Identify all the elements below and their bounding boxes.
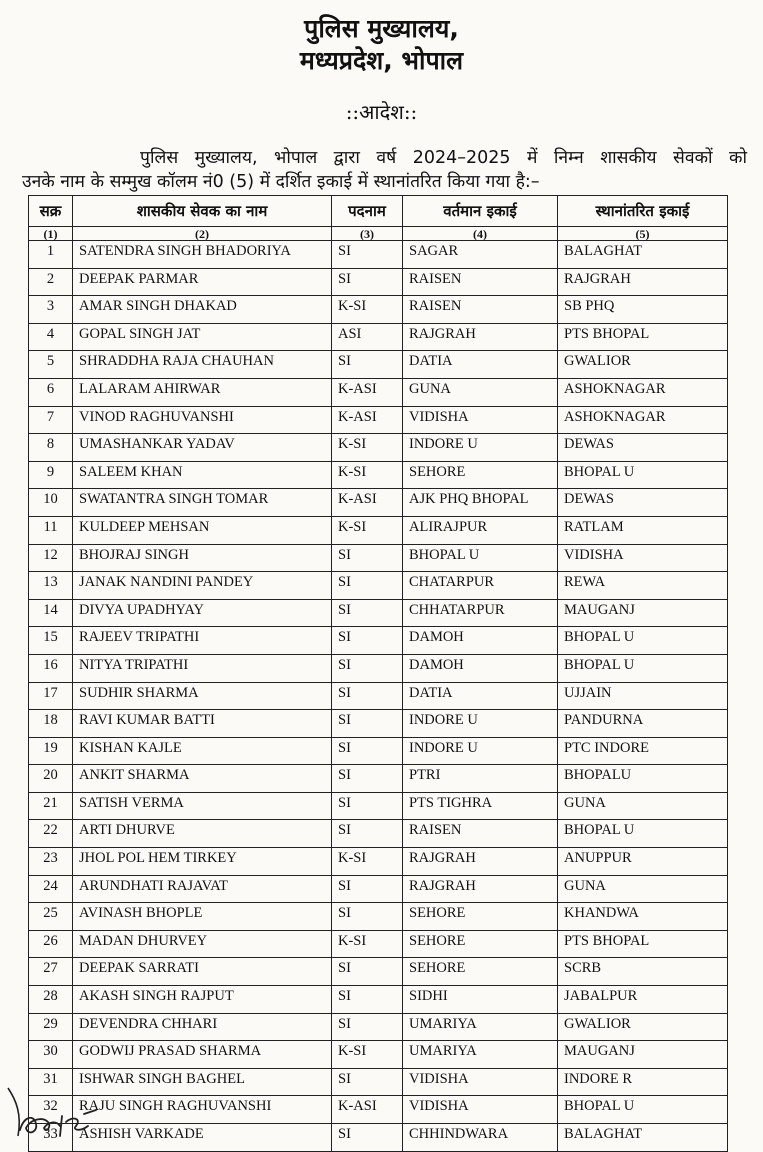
- current-unit-cell: RAISEN: [403, 268, 558, 296]
- name-cell: SALEEM KHAN: [73, 461, 332, 489]
- current-unit-cell: UMARIYA: [403, 1041, 558, 1069]
- designation-cell: SI: [332, 820, 403, 848]
- current-unit-cell: SEHORE: [403, 958, 558, 986]
- serial-cell: 13: [29, 572, 73, 600]
- transferred-unit-cell: GWALIOR: [558, 1013, 728, 1041]
- serial-cell: 14: [29, 599, 73, 627]
- transferred-unit-cell: PTC INDORE: [558, 737, 728, 765]
- designation-cell: SI: [332, 710, 403, 738]
- table-row: [29, 461, 728, 489]
- serial-cell: 16: [29, 654, 73, 682]
- table-row: [29, 599, 728, 627]
- table-row: [29, 627, 728, 655]
- serial-cell: 5: [29, 351, 73, 379]
- name-cell: GOPAL SINGH JAT: [73, 323, 332, 351]
- office-location: मध्यप्रदेश, भोपाल: [299, 46, 464, 75]
- designation-cell: K-SI: [332, 434, 403, 462]
- table-row: [29, 737, 728, 765]
- current-unit-cell: RAJGRAH: [403, 848, 558, 876]
- current-unit-cell: VIDISHA: [403, 1096, 558, 1124]
- table-row: [29, 1068, 728, 1096]
- transferred-unit-cell: BHOPAL U: [558, 654, 728, 682]
- designation-cell: ASI: [332, 323, 403, 351]
- col-number: (5): [558, 227, 728, 241]
- serial-cell: 22: [29, 820, 73, 848]
- table-row: [29, 572, 728, 600]
- table-row: [29, 875, 728, 903]
- designation-cell: SI: [332, 351, 403, 379]
- name-cell: DEVENDRA CHHARI: [73, 1013, 332, 1041]
- transferred-unit-cell: BHOPAL U: [558, 820, 728, 848]
- current-unit-cell: AJK PHQ BHOPAL: [403, 489, 558, 517]
- serial-cell: 23: [29, 848, 73, 876]
- designation-cell: K-ASI: [332, 489, 403, 517]
- intro-line-2: उनके नाम के सम्मुख कॉलम नं0 (5) में दर्शित इकाई में स्थानांतरित किया गया है:–: [22, 172, 540, 192]
- designation-cell: K-SI: [332, 296, 403, 324]
- serial-cell: 27: [29, 958, 73, 986]
- designation-cell: K-SI: [332, 1041, 403, 1069]
- table-row: [29, 406, 728, 434]
- table-row: [29, 516, 728, 544]
- transferred-unit-cell: SB PHQ: [558, 296, 728, 324]
- designation-cell: SI: [332, 682, 403, 710]
- designation-cell: SI: [332, 1124, 403, 1152]
- designation-cell: SI: [332, 737, 403, 765]
- current-unit-cell: CHHATARPUR: [403, 599, 558, 627]
- serial-cell: 9: [29, 461, 73, 489]
- designation-cell: SI: [332, 986, 403, 1014]
- transferred-unit-cell: ASHOKNAGAR: [558, 378, 728, 406]
- name-cell: JHOL POL HEM TIRKEY: [73, 848, 332, 876]
- current-unit-cell: CHATARPUR: [403, 572, 558, 600]
- col-number: (1): [29, 227, 73, 241]
- designation-cell: K-ASI: [332, 406, 403, 434]
- column-number-row: [29, 227, 728, 241]
- transferred-unit-cell: REWA: [558, 572, 728, 600]
- col-header-current-unit: वर्तमान इकाई: [403, 196, 558, 227]
- serial-cell: 10: [29, 489, 73, 517]
- handwritten-signature: [0, 1086, 120, 1139]
- table-row: [29, 323, 728, 351]
- name-cell: DEEPAK SARRATI: [73, 958, 332, 986]
- current-unit-cell: RAJGRAH: [403, 875, 558, 903]
- table-row: [29, 1096, 728, 1124]
- col-number: (4): [403, 227, 558, 241]
- name-cell: NITYA TRIPATHI: [73, 654, 332, 682]
- designation-cell: SI: [332, 572, 403, 600]
- serial-cell: 6: [29, 378, 73, 406]
- transferred-unit-cell: UJJAIN: [558, 682, 728, 710]
- name-cell: RAVI KUMAR BATTI: [73, 710, 332, 738]
- name-cell: ANKIT SHARMA: [73, 765, 332, 793]
- office-title: पुलिस मुख्यालय,: [304, 14, 459, 43]
- designation-cell: K-ASI: [332, 378, 403, 406]
- name-cell: DEEPAK PARMAR: [73, 268, 332, 296]
- transferred-unit-cell: RATLAM: [558, 516, 728, 544]
- transferred-unit-cell: DEWAS: [558, 434, 728, 462]
- transferred-unit-cell: ANUPPUR: [558, 848, 728, 876]
- name-cell: AMAR SINGH DHAKAD: [73, 296, 332, 324]
- name-cell: SUDHIR SHARMA: [73, 682, 332, 710]
- transferred-unit-cell: DEWAS: [558, 489, 728, 517]
- name-cell: AVINASH BHOPLE: [73, 903, 332, 931]
- transferred-unit-cell: SCRB: [558, 958, 728, 986]
- table-row: [29, 930, 728, 958]
- name-cell: AKASH SINGH RAJPUT: [73, 986, 332, 1014]
- designation-cell: SI: [332, 792, 403, 820]
- name-cell: GODWIJ PRASAD SHARMA: [73, 1041, 332, 1069]
- designation-cell: SI: [332, 241, 403, 269]
- transferred-unit-cell: BHOPALU: [558, 765, 728, 793]
- table-row: [29, 351, 728, 379]
- designation-cell: SI: [332, 627, 403, 655]
- serial-cell: 28: [29, 986, 73, 1014]
- serial-cell: 11: [29, 516, 73, 544]
- table-row: [29, 489, 728, 517]
- serial-cell: 32: [29, 1096, 73, 1124]
- current-unit-cell: RAISEN: [403, 820, 558, 848]
- designation-cell: SI: [332, 903, 403, 931]
- designation-cell: SI: [332, 268, 403, 296]
- name-cell: SHRADDHA RAJA CHAUHAN: [73, 351, 332, 379]
- serial-cell: 26: [29, 930, 73, 958]
- current-unit-cell: PTRI: [403, 765, 558, 793]
- name-cell: RAJU SINGH RAGHUVANSHI: [73, 1096, 332, 1124]
- name-cell: MADAN DHURVEY: [73, 930, 332, 958]
- transferred-unit-cell: PTS BHOPAL: [558, 323, 728, 351]
- name-cell: ARTI DHURVE: [73, 820, 332, 848]
- transferred-unit-cell: PANDURNA: [558, 710, 728, 738]
- serial-cell: 30: [29, 1041, 73, 1069]
- table-row: [29, 1041, 728, 1069]
- table-row: [29, 903, 728, 931]
- serial-cell: 7: [29, 406, 73, 434]
- designation-cell: K-SI: [332, 461, 403, 489]
- transferred-unit-cell: MAUGANJ: [558, 599, 728, 627]
- name-cell: SATENDRA SINGH BHADORIYA: [73, 241, 332, 269]
- current-unit-cell: ALIRAJPUR: [403, 516, 558, 544]
- transferred-unit-cell: GUNA: [558, 875, 728, 903]
- serial-cell: 25: [29, 903, 73, 931]
- transferred-unit-cell: MAUGANJ: [558, 1041, 728, 1069]
- name-cell: SWATANTRA SINGH TOMAR: [73, 489, 332, 517]
- current-unit-cell: SIDHI: [403, 986, 558, 1014]
- current-unit-cell: GUNA: [403, 378, 558, 406]
- col-header-serial: सक्र: [29, 196, 73, 227]
- current-unit-cell: DATIA: [403, 351, 558, 379]
- serial-cell: 1: [29, 241, 73, 269]
- table-row: [29, 654, 728, 682]
- serial-cell: 15: [29, 627, 73, 655]
- designation-cell: K-SI: [332, 930, 403, 958]
- transferred-unit-cell: BHOPAL U: [558, 627, 728, 655]
- table-header-row: [29, 196, 728, 227]
- serial-cell: 2: [29, 268, 73, 296]
- current-unit-cell: SEHORE: [403, 903, 558, 931]
- current-unit-cell: INDORE U: [403, 737, 558, 765]
- current-unit-cell: INDORE U: [403, 434, 558, 462]
- transferred-unit-cell: KHANDWA: [558, 903, 728, 931]
- current-unit-cell: VIDISHA: [403, 406, 558, 434]
- name-cell: ISHWAR SINGH BAGHEL: [73, 1068, 332, 1096]
- designation-cell: SI: [332, 654, 403, 682]
- current-unit-cell: SEHORE: [403, 930, 558, 958]
- name-cell: JANAK NANDINI PANDEY: [73, 572, 332, 600]
- table-row: [29, 544, 728, 572]
- table-row: [29, 268, 728, 296]
- transferred-unit-cell: JABALPUR: [558, 986, 728, 1014]
- designation-cell: K-ASI: [332, 1096, 403, 1124]
- name-cell: UMASHANKAR YADAV: [73, 434, 332, 462]
- serial-cell: 19: [29, 737, 73, 765]
- name-cell: DIVYA UPADHYAY: [73, 599, 332, 627]
- table-row: [29, 1124, 728, 1152]
- serial-cell: 3: [29, 296, 73, 324]
- serial-cell: 18: [29, 710, 73, 738]
- name-cell: ASHISH VARKADE: [73, 1124, 332, 1152]
- serial-cell: 17: [29, 682, 73, 710]
- transferred-unit-cell: PTS BHOPAL: [558, 930, 728, 958]
- designation-cell: SI: [332, 1068, 403, 1096]
- transferred-unit-cell: ASHOKNAGAR: [558, 406, 728, 434]
- col-number: (3): [332, 227, 403, 241]
- table-row: [29, 241, 728, 269]
- designation-cell: SI: [332, 599, 403, 627]
- name-cell: SATISH VERMA: [73, 792, 332, 820]
- name-cell: KISHAN KAJLE: [73, 737, 332, 765]
- current-unit-cell: RAISEN: [403, 296, 558, 324]
- name-cell: KULDEEP MEHSAN: [73, 516, 332, 544]
- table-row: [29, 792, 728, 820]
- transfer-table: [28, 195, 728, 1152]
- col-header-transferred-unit: स्थानांतरित इकाई: [558, 196, 728, 227]
- serial-cell: 31: [29, 1068, 73, 1096]
- serial-cell: 4: [29, 323, 73, 351]
- current-unit-cell: VIDISHA: [403, 1068, 558, 1096]
- name-cell: RAJEEV TRIPATHI: [73, 627, 332, 655]
- designation-cell: SI: [332, 544, 403, 572]
- table-row: [29, 434, 728, 462]
- transferred-unit-cell: BHOPAL U: [558, 461, 728, 489]
- current-unit-cell: SAGAR: [403, 241, 558, 269]
- serial-cell: 24: [29, 875, 73, 903]
- designation-cell: K-SI: [332, 516, 403, 544]
- table-body: [29, 241, 728, 1152]
- transferred-unit-cell: GUNA: [558, 792, 728, 820]
- current-unit-cell: SEHORE: [403, 461, 558, 489]
- table-row: [29, 682, 728, 710]
- serial-cell: 8: [29, 434, 73, 462]
- current-unit-cell: INDORE U: [403, 710, 558, 738]
- intro-line-1: पुलिस मुख्यालय, भोपाल द्वारा वर्ष 2024–2025 में निम्न शासकीय सेवकों को: [140, 148, 747, 168]
- transferred-unit-cell: BHOPAL U: [558, 1096, 728, 1124]
- table-row: [29, 296, 728, 324]
- serial-cell: 33: [29, 1124, 73, 1152]
- designation-cell: SI: [332, 958, 403, 986]
- name-cell: VINOD RAGHUVANSHI: [73, 406, 332, 434]
- serial-cell: 29: [29, 1013, 73, 1041]
- col-number: (2): [73, 227, 332, 241]
- transferred-unit-cell: GWALIOR: [558, 351, 728, 379]
- table-row: [29, 848, 728, 876]
- designation-cell: SI: [332, 875, 403, 903]
- table-row: [29, 710, 728, 738]
- table-row: [29, 958, 728, 986]
- current-unit-cell: CHHINDWARA: [403, 1124, 558, 1152]
- transferred-unit-cell: VIDISHA: [558, 544, 728, 572]
- designation-cell: SI: [332, 765, 403, 793]
- table-row: [29, 820, 728, 848]
- name-cell: ARUNDHATI RAJAVAT: [73, 875, 332, 903]
- current-unit-cell: PTS TIGHRA: [403, 792, 558, 820]
- serial-cell: 21: [29, 792, 73, 820]
- current-unit-cell: BHOPAL U: [403, 544, 558, 572]
- designation-cell: K-SI: [332, 848, 403, 876]
- current-unit-cell: RAJGRAH: [403, 323, 558, 351]
- current-unit-cell: DATIA: [403, 682, 558, 710]
- designation-cell: SI: [332, 1013, 403, 1041]
- current-unit-cell: DAMOH: [403, 627, 558, 655]
- table-row: [29, 378, 728, 406]
- transferred-unit-cell: BALAGHAT: [558, 241, 728, 269]
- table-row: [29, 765, 728, 793]
- name-cell: LALARAM AHIRWAR: [73, 378, 332, 406]
- order-title: ::आदेश::: [345, 100, 418, 124]
- current-unit-cell: DAMOH: [403, 654, 558, 682]
- serial-cell: 12: [29, 544, 73, 572]
- col-header-name: शासकीय सेवक का नाम: [73, 196, 332, 227]
- current-unit-cell: UMARIYA: [403, 1013, 558, 1041]
- transferred-unit-cell: INDORE R: [558, 1068, 728, 1096]
- transferred-unit-cell: RAJGRAH: [558, 268, 728, 296]
- name-cell: BHOJRAJ SINGH: [73, 544, 332, 572]
- transferred-unit-cell: BALAGHAT: [558, 1124, 728, 1152]
- table-row: [29, 986, 728, 1014]
- serial-cell: 20: [29, 765, 73, 793]
- table-row: [29, 1013, 728, 1041]
- col-header-designation: पदनाम: [332, 196, 403, 227]
